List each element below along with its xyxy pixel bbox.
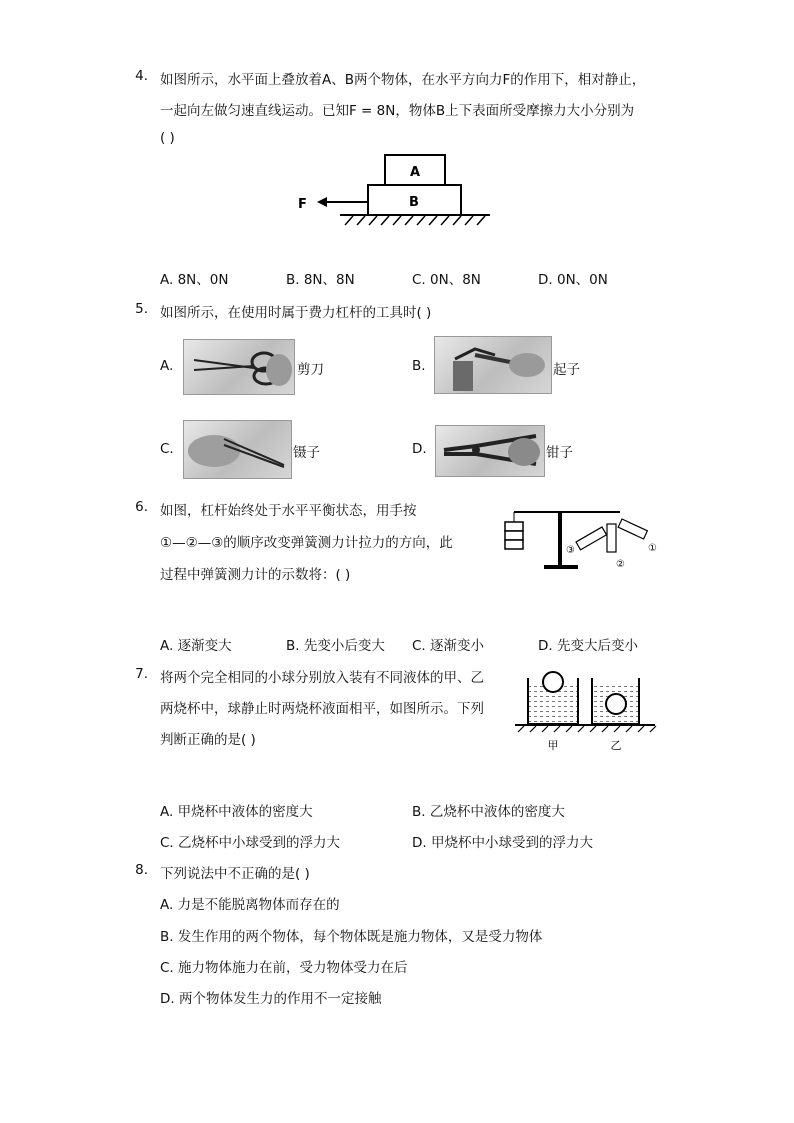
question-6-number: 6. bbox=[135, 499, 148, 515]
question-7-line-3: 判断正确的是( ) bbox=[160, 732, 256, 748]
force-arrow-head bbox=[317, 197, 327, 207]
block-b-label: B bbox=[409, 195, 419, 210]
question-6-line-1: 如图，杠杆始终处于水平平衡状态，用手按 bbox=[160, 503, 417, 519]
q6-option-d[interactable]: D. 先变大后变小 bbox=[538, 638, 638, 654]
block-a-label: A bbox=[409, 165, 421, 180]
question-6-line-3: 过程中弹簧测力计的示数将：( ) bbox=[160, 567, 351, 583]
pliers-photo bbox=[435, 425, 545, 477]
q4-option-c[interactable]: C. 0N、8N bbox=[412, 272, 481, 288]
direction-3-marker: ③ bbox=[566, 545, 575, 556]
direction-1-marker: ① bbox=[648, 543, 657, 554]
q8-option-a[interactable]: A. 力是不能脱离物体而存在的 bbox=[160, 897, 340, 913]
q7-option-b[interactable]: B. 乙烧杯中液体的密度大 bbox=[412, 804, 565, 820]
scissors-photo bbox=[183, 339, 295, 395]
q7-beakers-figure bbox=[510, 664, 660, 756]
q4-stacked-blocks-figure bbox=[290, 150, 500, 230]
spring-scales bbox=[576, 519, 647, 552]
question-4-line-2: 一起向左做匀速直线运动。已知F = 8N，物体B上下表面所受摩擦力大小分别为 bbox=[160, 103, 635, 119]
hanging-weights bbox=[505, 522, 523, 549]
beaker-jia-label: 甲 bbox=[547, 739, 559, 752]
question-4-number: 4. bbox=[135, 68, 148, 84]
force-label: F bbox=[298, 197, 307, 212]
question-7-line-2: 两烧杯中，球静止时两烧杯液面相平，如图所示。下列 bbox=[160, 701, 484, 717]
q4-option-a[interactable]: A. 8N、0N bbox=[160, 272, 229, 288]
q8-option-b[interactable]: B. 发生作用的两个物体，每个物体既是施力物体，又是受力物体 bbox=[160, 929, 543, 945]
question-4-line-1: 如图所示，水平面上叠放着A、B两个物体，在水平方向力F的作用下，相对静止， bbox=[160, 72, 646, 88]
question-7-number: 7. bbox=[135, 666, 148, 682]
question-6-line-2: ①—②—③的顺序改变弹簧测力计拉力的方向，此 bbox=[160, 535, 453, 551]
question-4-answer-paren: ( ) bbox=[160, 130, 175, 146]
q6-option-a[interactable]: A. 逐渐变大 bbox=[160, 638, 232, 654]
ball-jia bbox=[543, 672, 563, 692]
q7-option-a[interactable]: A. 甲烧杯中液体的密度大 bbox=[160, 804, 313, 820]
q8-option-d[interactable]: D. 两个物体发生力的作用不一定接触 bbox=[160, 991, 382, 1007]
q7-option-c[interactable]: C. 乙烧杯中小球受到的浮力大 bbox=[160, 835, 341, 851]
q5-option-a-letter[interactable]: A. bbox=[160, 358, 174, 374]
ball-yi bbox=[606, 694, 626, 714]
q6-option-c[interactable]: C. 逐渐变小 bbox=[412, 638, 485, 654]
q5-option-a-name[interactable]: 剪刀 bbox=[297, 362, 324, 378]
tweezers-photo bbox=[183, 420, 292, 479]
q4-option-b[interactable]: B. 8N、8N bbox=[286, 272, 355, 288]
q5-option-b-letter[interactable]: B. bbox=[412, 358, 426, 374]
question-5-number: 5. bbox=[135, 301, 148, 317]
q5-option-d-letter[interactable]: D. bbox=[412, 441, 427, 457]
q7-option-d[interactable]: D. 甲烧杯中小球受到的浮力大 bbox=[412, 835, 593, 851]
ground-hatching bbox=[345, 216, 485, 225]
question-8-stem: 下列说法中不正确的是( ) bbox=[160, 866, 310, 882]
q5-option-c-letter[interactable]: C. bbox=[160, 441, 174, 457]
beaker-yi-label: 乙 bbox=[610, 739, 622, 752]
question-7-line-1: 将两个完全相同的小球分别放入装有不同液体的甲、乙 bbox=[160, 670, 484, 686]
q5-option-c-name[interactable]: 镊子 bbox=[293, 445, 320, 461]
q4-option-d[interactable]: D. 0N、0N bbox=[538, 272, 608, 288]
q6-lever-spring-scale-figure bbox=[500, 497, 670, 577]
q5-option-d-name[interactable]: 钳子 bbox=[546, 445, 573, 461]
q5-option-b-name[interactable]: 起子 bbox=[553, 362, 580, 378]
direction-2-marker: ② bbox=[616, 559, 625, 570]
q8-option-c[interactable]: C. 施力物体施力在前，受力物体受力在后 bbox=[160, 960, 408, 976]
bottle-opener-photo bbox=[434, 336, 552, 394]
question-5-stem: 如图所示，在使用时属于费力杠杆的工具时( ) bbox=[160, 305, 432, 321]
question-8-number: 8. bbox=[135, 862, 148, 878]
q6-option-b[interactable]: B. 先变小后变大 bbox=[286, 638, 385, 654]
